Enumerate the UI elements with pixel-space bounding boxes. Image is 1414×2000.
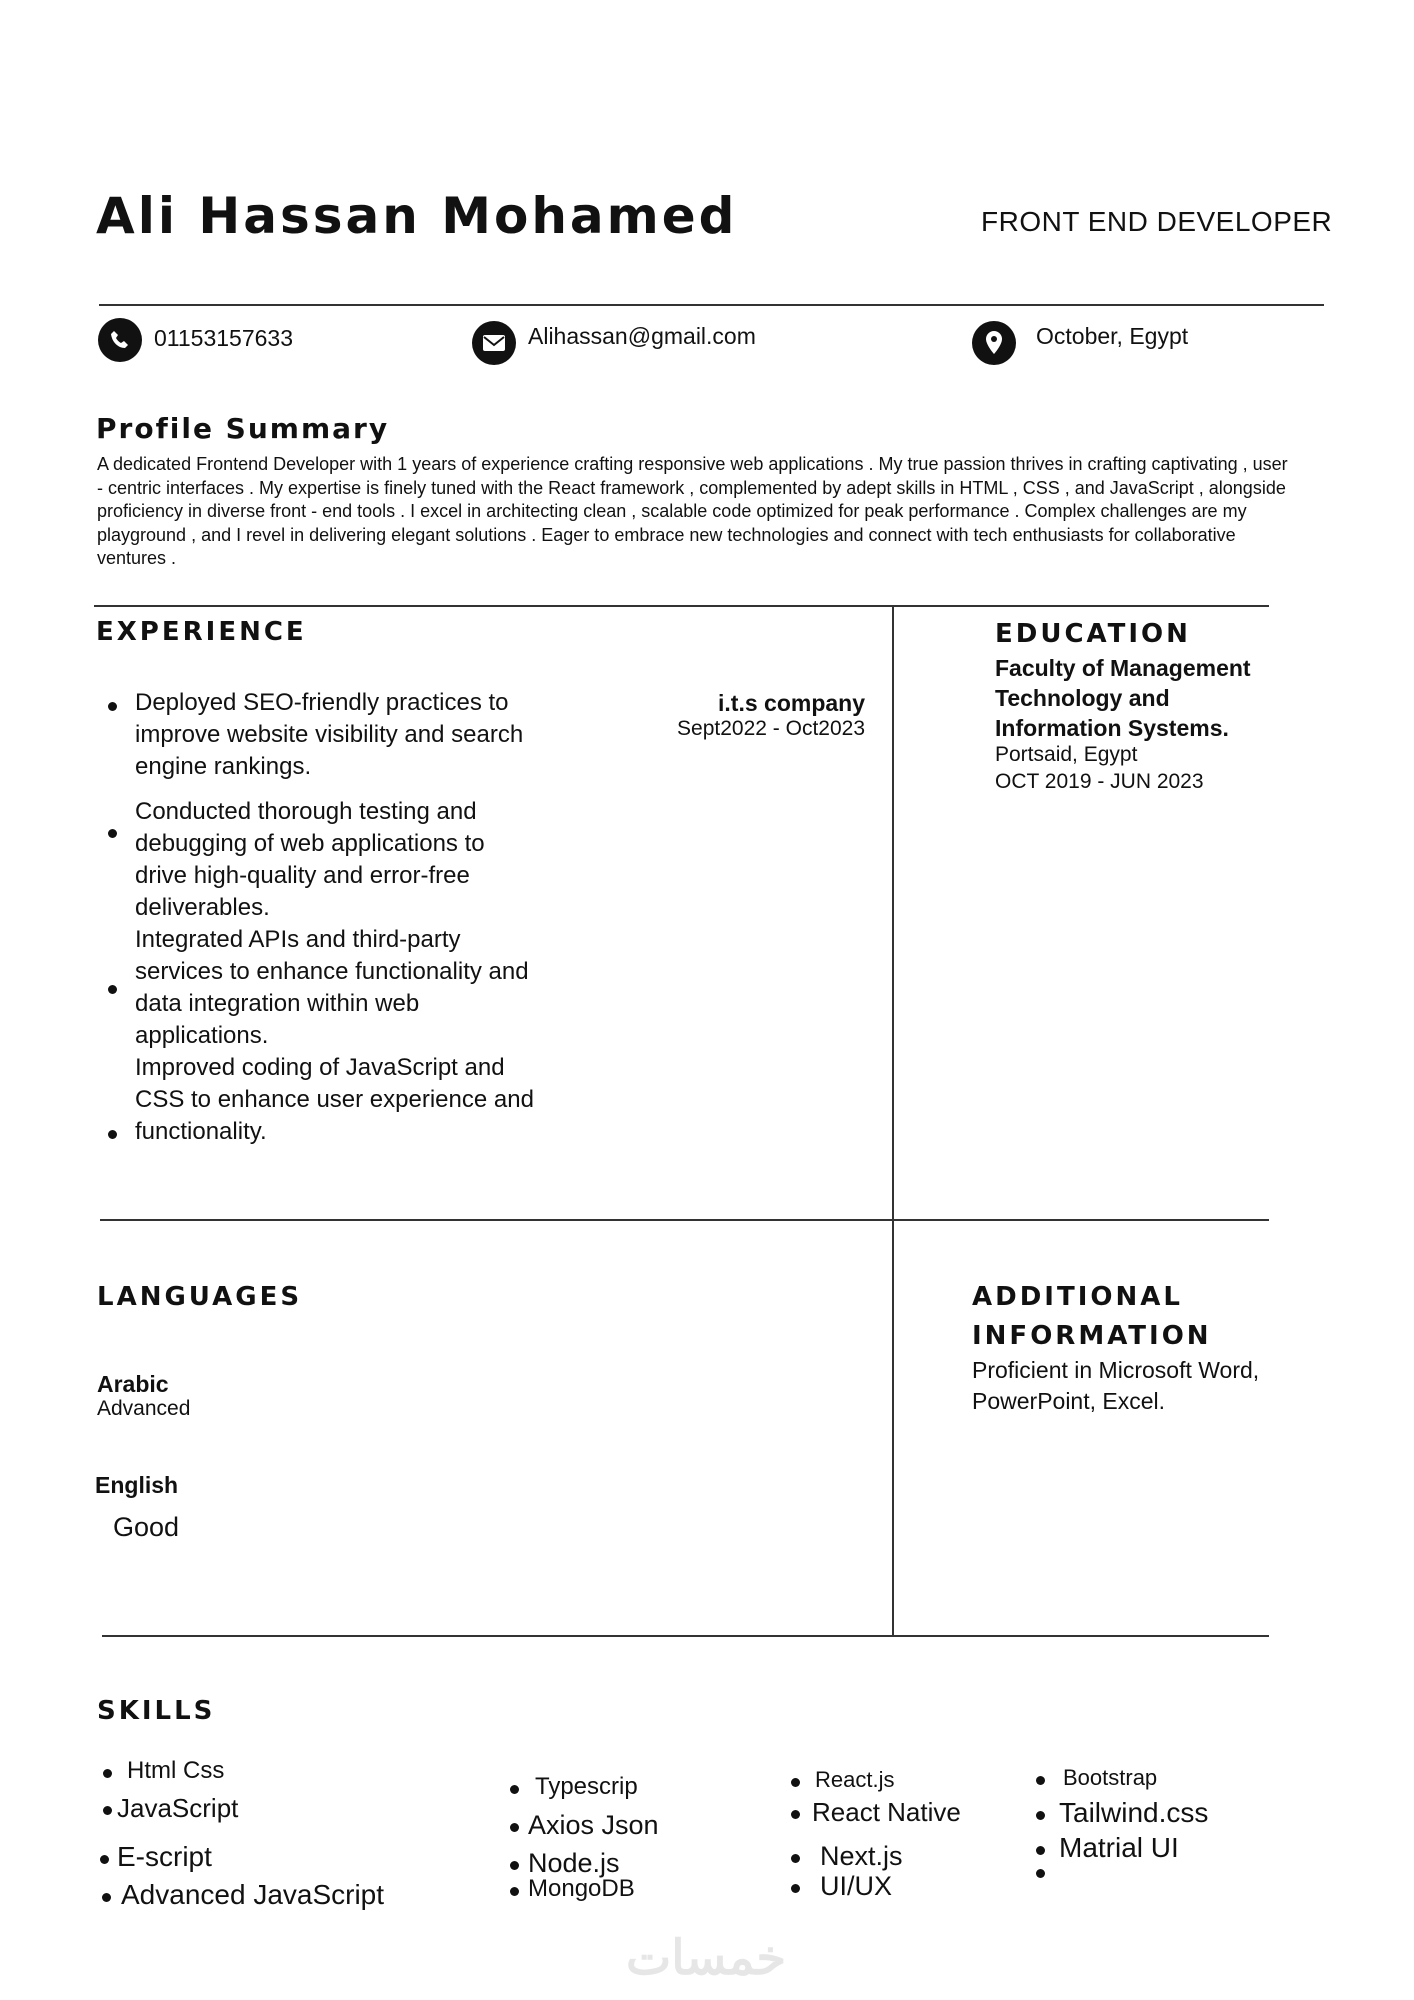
- school-line: Information Systems.: [995, 715, 1229, 741]
- school-location: Portsaid, Egypt: [995, 743, 1138, 766]
- skill-bullet: [791, 1810, 800, 1819]
- skill-bullet: [510, 1887, 519, 1896]
- skill-bullet: [1036, 1869, 1045, 1878]
- skill-bullet: [791, 1778, 800, 1787]
- divider: [102, 1635, 1269, 1637]
- additional-line: Proficient in Microsoft Word,: [972, 1357, 1260, 1383]
- skill-bullet: [510, 1823, 519, 1832]
- skill-item: Matrial UI: [1059, 1832, 1179, 1863]
- candidate-name: Ali Hassan Mohamed: [96, 187, 738, 245]
- additional-heading-2: INFORMATION: [972, 1321, 1212, 1351]
- skill-bullet: [510, 1785, 519, 1794]
- skill-item: Html Css: [127, 1757, 225, 1784]
- location: October, Egypt: [1036, 323, 1189, 349]
- job-title: FRONT END DEVELOPER: [981, 206, 1333, 237]
- additional-line: PowerPoint, Excel.: [972, 1388, 1166, 1414]
- bullet: [108, 1130, 117, 1139]
- skill-item: Tailwind.css: [1059, 1797, 1209, 1828]
- additional-heading: ADDITIONAL: [972, 1282, 1183, 1312]
- column-divider: [892, 605, 894, 1636]
- skill-item: React.js: [815, 1767, 895, 1792]
- school-line: Technology and: [995, 685, 1170, 711]
- profile-summary-text: A dedicated Frontend Developer with 1 years of experience crafting responsive web applications . My true passion thrives in crafting captivating , user - centric interfaces . My expertise is finely tuned with the React framework , complemented by adept skills in HTML , CSS , and JavaScript , alongside proficiency in diverse front - end tools . I excel in architecting clean , scalable code optimized for peak performance . Complex challenges are my playground , and I revel in delivering elegant solutions . Eager to embrace new technologies and connect with tech enthusiasts for collaborative ventures .: [97, 454, 1288, 568]
- email-address: Alihassan@gmail.com: [528, 323, 756, 349]
- skill-bullet: [1036, 1776, 1045, 1785]
- skill-item: Next.js: [820, 1840, 903, 1871]
- phone-number: 01153157633: [154, 325, 293, 351]
- skill-item: MongoDB: [528, 1875, 635, 1902]
- additional-text: [972, 1355, 1259, 1417]
- language-level: Advanced: [97, 1397, 191, 1420]
- skill-item: Advanced JavaScript: [121, 1879, 385, 1910]
- school-name: [995, 653, 1251, 743]
- location-pin-icon: [972, 321, 1016, 365]
- watermark: خمسات: [626, 1932, 787, 1985]
- employment-dates: Sept2022 - Oct2023: [677, 717, 865, 740]
- skill-bullet: [510, 1861, 519, 1870]
- experience-bullet: Deployed SEO-friendly practices to improve website visibility and search engine rankings.: [135, 689, 524, 780]
- experience-bullet: Integrated APIs and third-party services to enhance functionality and data integration within web applications.: [135, 926, 529, 1049]
- languages-heading: LANGUAGES: [97, 1282, 303, 1312]
- experience-heading: EXPERIENCE: [96, 617, 307, 647]
- divider: [100, 1219, 1269, 1221]
- experience-bullet: Conducted thorough testing and debugging of web applications to drive high-quality and error-free deliverables.: [135, 798, 485, 921]
- email-icon: [472, 321, 516, 365]
- education-dates: OCT 2019 - JUN 2023: [995, 770, 1204, 793]
- experience-bullet: Improved coding of JavaScript and CSS to enhance user experience and functionality.: [135, 1054, 534, 1145]
- skill-item: Typescrip: [535, 1773, 638, 1800]
- skill-item: UI/UX: [820, 1870, 893, 1901]
- skill-bullet: [100, 1855, 109, 1864]
- skill-item: JavaScript: [117, 1793, 239, 1823]
- divider: [99, 304, 1324, 306]
- language-level: Good: [113, 1512, 180, 1542]
- divider: [94, 605, 1269, 607]
- skill-bullet: [103, 1769, 112, 1778]
- skill-item: Bootstrap: [1063, 1765, 1158, 1790]
- bullet: [108, 829, 117, 838]
- bullet: [108, 702, 117, 711]
- profile-summary-heading: Profile Summary: [96, 412, 390, 445]
- language-name: Arabic: [97, 1371, 169, 1397]
- skill-bullet: [102, 1893, 111, 1902]
- skill-bullet: [1036, 1846, 1045, 1855]
- company-name: i.t.s company: [718, 690, 865, 716]
- skill-bullet: [1036, 1811, 1045, 1820]
- skill-item: Axios Json: [528, 1809, 659, 1840]
- skill-item: Node.js: [528, 1847, 620, 1878]
- skill-item: React Native: [812, 1797, 961, 1827]
- skill-bullet: [791, 1854, 800, 1863]
- skill-bullet: [103, 1806, 112, 1815]
- language-name: English: [95, 1472, 179, 1498]
- phone-icon: [98, 318, 142, 362]
- skill-bullet: [791, 1884, 800, 1893]
- bullet: [108, 985, 117, 994]
- school-line: Faculty of Management: [995, 655, 1251, 681]
- skills-heading: SKILLS: [97, 1696, 216, 1726]
- skill-item: E-script: [117, 1841, 212, 1872]
- education-heading: EDUCATION: [995, 619, 1191, 649]
